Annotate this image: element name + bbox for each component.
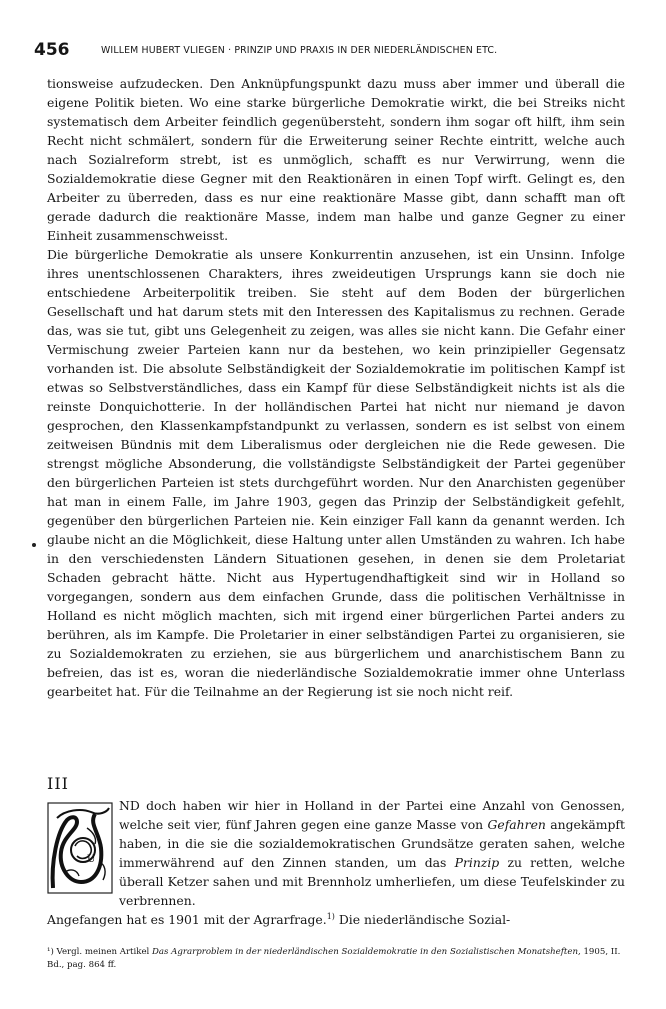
section-emphasis-prinzip: Prinzip (454, 855, 500, 870)
section-text-c: zu retten, welche überall Ketzer sahen und mit Brennholz umherliefen, um diese Teufelskinder zu verbrennen. (119, 855, 625, 908)
running-head: WILLEM HUBERT VLIEGEN · PRINZIP UND PRAXIS IN DER NIEDERLÄNDISCHEN ETC. (101, 45, 498, 56)
footnote-title: Das Agrarproblem in der niederländischen Sozialdemokratie in den Sozialistischen Monatsheften, (152, 947, 581, 957)
section-text-a: ND doch haben wir hier in Holland in der Partei eine Anzahl von Genossen, welche seit vier, fünf Jahren gegen eine ganze Masse von (119, 798, 625, 832)
section-text-b: angekämpft haben, in die sie die sozialdemokratischen Grundsätze geraten sahen, welche immerwährend auf den Zinnen standen, um das (119, 817, 625, 870)
body-text (47, 74, 625, 701)
footnote-reference: 1) (326, 911, 335, 921)
section-emphasis-gefahren: Gefahren (487, 817, 546, 832)
paragraph-2: Die bürgerliche Demokratie als unsere Konkurrentin anzusehen, ist ein Unsinn. Infolge ihres unentschlossenen Charakters, ihres zweideutigen Ursprungs kann sie doch nie entschiedene Arbeiterpolitik treiben. Sie steht auf dem Boden der bürgerlichen Gesellschaft und hat darum stets mit den Interessen des Kapitalismus zu rechnen. Gerade das, was sie tut, gibt uns Gelegenheit zu zeigen, was alles sie nicht kann. Die Gefahr einer Vermischung zweier Parteien kann nur da bestehen, wo kein prinzipieller Gegensatz vorhanden ist. Die absolute Selbständigkeit der Sozialdemokratie im politischen Kampf ist etwas so Selbstverständliches, dass ein Kampf für diese Selbständigkeit nichts ist als die reinste Donquichotterie. In der holländischen Partei hat nicht nur niemand je davon gesprochen, den Klassenkampfstandpunkt zu verlassen, sondern es ist selbst von einem zeitweisen Bündnis mit dem Liberalismus oder dergleichen nie die Rede gewesen. Die strengst mögliche Absonderung, die vollständigste Selbständigkeit der Partei gegenüber den bürgerlichen Parteien ist stets durchgeführt worden. Nur den Anarchisten gegenüber hat man in einem Falle, im Jahre 1903, gegen das Prinzip der Selbständigkeit gefehlt, gegenüber den bürgerlichen Parteien nie. Kein einziger Fall kann da genannt werden. Ich glaube nicht an die Möglichkeit, diese Haltung unter allen Umständen zu wahren. Ich habe in den verschiedensten Ländern Situationen gesehen, in denen sie dem Proletariat Schaden gebracht hätte. Nicht aus Hypertugendhaftigkeit sind wir in Holland so vorgegangen, sondern aus dem einfachen Grunde, dass die politischen Verhältnisse in Holland es nicht möglich machten, sich mit irgend einer bürgerlichen Partei anders zu berühren, als im Kampfe. Die Proletarier in einer selbständigen Partei zu organisieren, sie zu Sozialdemokraten zu erziehen, sie aus bürgerlichem und anarchistischem Bann zu befreien, das ist es, woran die niederländische Sozialdemokratie immer ohne Unterlass gearbeitet hat. Für die Teilnahme an der Regierung ist sie noch nicht reif. (47, 247, 625, 699)
page-number: 456 (34, 40, 70, 60)
section-text-d: Angefangen hat es 1901 mit der Agrarfrage. (47, 912, 327, 927)
section-paragraph-1 (47, 796, 625, 910)
svg-text:U: U (87, 854, 96, 865)
footnote-text-a: Vergl. meinen Artikel (53, 947, 153, 957)
page-header (34, 40, 634, 62)
footnote-text-b: 1905, II. Bd., pag. 864 ff. (47, 947, 621, 970)
paragraph-1: tionsweise aufzudecken. Den Anknüpfungspunkt dazu muss aber immer und überall die eigene Politik bieten. Wo eine starke bürgerliche Demokratie wirkt, die bei Streiks nicht systematisch dem Arbeiter feindlich gegenübersteht, sondern ihm sogar oft hilft, ihm sein Recht nicht schmälert, sondern für die Erweiterung seiner Rechte eintritt, welche auch nach Sozialreform strebt, ist es unmöglich, schafft es nur Verwirrung, wenn die Sozialdemokratie diese Gegner mit den Reaktionären in einen Topf wirft. Gelingt es, den Arbeiter zu überreden, dass es nur eine reaktionäre Masse gibt, dann schafft man oft gerade dadurch die reaktionäre Masse, indem man halbe und ganze Gegner zu einer Einheit zusammenschweisst. (47, 76, 625, 243)
margin-dot (32, 543, 36, 547)
section-text-e: Die niederländische Sozial- (334, 912, 511, 927)
section-text (47, 796, 625, 929)
section-numeral: III (47, 774, 69, 793)
footnote-mark: ¹) (47, 947, 54, 957)
section-paragraph-2 (47, 910, 625, 929)
footnote (47, 946, 625, 972)
decorative-initial-u-icon (47, 802, 113, 894)
